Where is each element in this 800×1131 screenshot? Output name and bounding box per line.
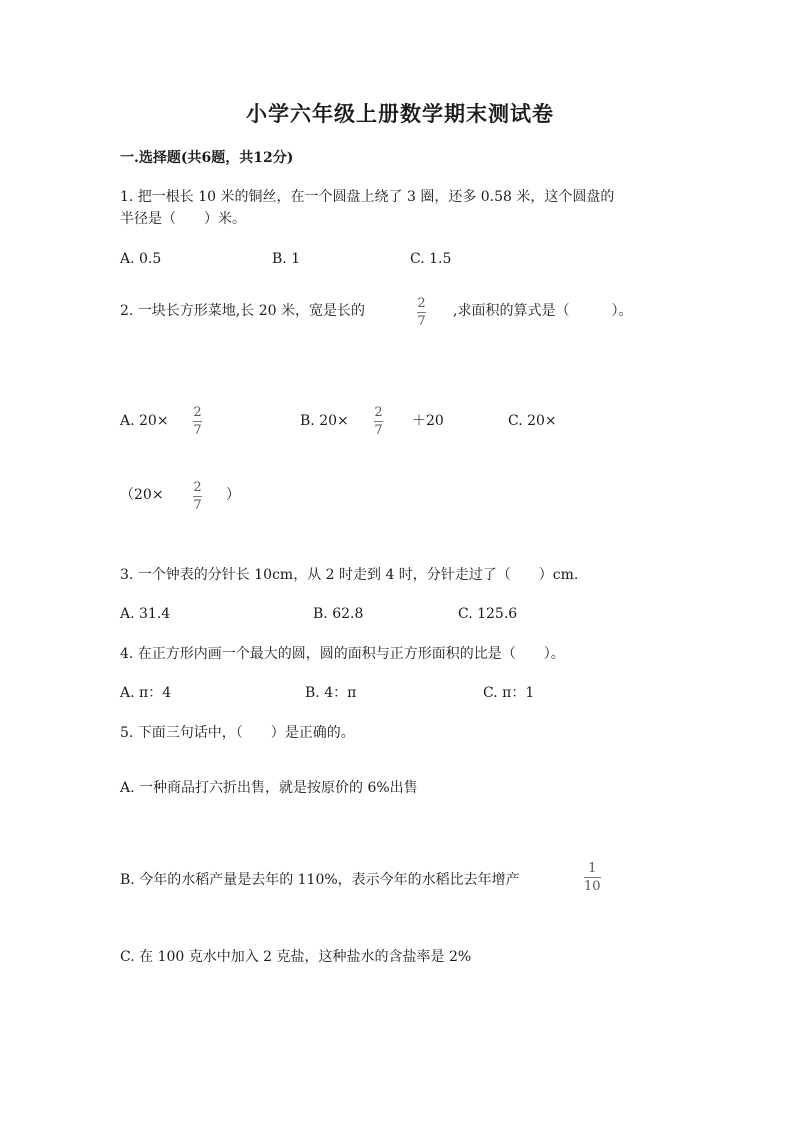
question-4-option-b: B. 4：π bbox=[305, 685, 357, 701]
question-2-option-c: C. 20× bbox=[508, 413, 557, 429]
question-3-stem: 3. 一个钟表的分针长 10cm，从 2 时走到 4 时，分针走过了（ ）cm. bbox=[120, 567, 579, 583]
question-1-option-c: C. 1.5 bbox=[410, 251, 452, 267]
fraction-bar bbox=[584, 877, 601, 878]
fraction-denominator: 7 bbox=[193, 423, 202, 438]
page-title: 小学六年级上册数学期末测试卷 bbox=[246, 101, 554, 126]
fraction-denominator: 7 bbox=[417, 314, 426, 329]
fraction-two-sevenths bbox=[417, 296, 426, 329]
fraction-bar bbox=[417, 312, 426, 313]
question-3-option-c: C. 125.6 bbox=[458, 606, 518, 622]
fraction-two-sevenths bbox=[193, 405, 202, 438]
question-2-stem: 2. 一块长方形菜地,长 20 米，宽是长的 bbox=[120, 303, 365, 319]
question-1-option-b: B. 1 bbox=[272, 251, 301, 267]
fraction-denominator: 7 bbox=[374, 423, 383, 438]
fraction-numerator: 2 bbox=[193, 480, 202, 495]
question-5-option-b: B. 今年的水稻产量是去年的 110%，表示今年的水稻比去年增产 bbox=[120, 872, 520, 888]
fraction-denominator: 7 bbox=[193, 498, 202, 513]
question-4-option-c: C. π：1 bbox=[483, 685, 535, 701]
question-2-option-a: A. 20× bbox=[120, 413, 169, 429]
fraction-two-sevenths bbox=[374, 405, 383, 438]
question-5-option-c: C. 在 100 克水中加入 2 克盐，这种盐水的含盐率是 2% bbox=[120, 949, 472, 965]
fraction-bar bbox=[193, 421, 202, 422]
question-1-stem-line2: 半径是（ ）米。 bbox=[120, 211, 246, 227]
fraction-one-tenth bbox=[584, 861, 601, 894]
fraction-bar bbox=[374, 421, 383, 422]
question-4-stem: 4. 在正方形内画一个最大的圆，圆的面积与正方形面积的比是（ ）。 bbox=[120, 646, 565, 662]
question-1-option-a: A. 0.5 bbox=[120, 251, 162, 267]
fraction-bar bbox=[193, 496, 202, 497]
question-2-stem-end: ,求面积的算式是（ ）。 bbox=[453, 303, 633, 319]
question-5-stem: 5. 下面三句话中，（ ）是正确的。 bbox=[120, 725, 355, 741]
question-1-stem-line1: 1. 把一根长 10 米的铜丝，在一个圆盘上绕了 3 圈，还多 0.58 米，这个圆盘的 bbox=[120, 189, 615, 205]
question-3-option-a: A. 31.4 bbox=[120, 606, 171, 622]
question-2-option-b-tail: ＋20 bbox=[412, 413, 444, 429]
fraction-numerator: 2 bbox=[417, 296, 426, 311]
fraction-two-sevenths bbox=[193, 480, 202, 513]
fraction-numerator: 2 bbox=[374, 405, 383, 420]
question-5-option-a: A. 一种商品打六折出售，就是按原价的 6%出售 bbox=[120, 780, 418, 796]
question-4-option-a: A. π：4 bbox=[120, 685, 172, 701]
question-3-option-b: B. 62.8 bbox=[313, 606, 364, 622]
fraction-numerator: 2 bbox=[193, 405, 202, 420]
fraction-denominator: 10 bbox=[584, 879, 601, 894]
question-2-option-c-close: ） bbox=[226, 487, 240, 503]
section-heading: 一.选择题(共6题，共12分) bbox=[120, 150, 294, 166]
question-2-option-b: B. 20× bbox=[300, 413, 349, 429]
question-2-option-c-continued: （20× bbox=[120, 487, 164, 503]
fraction-numerator: 1 bbox=[588, 861, 597, 876]
